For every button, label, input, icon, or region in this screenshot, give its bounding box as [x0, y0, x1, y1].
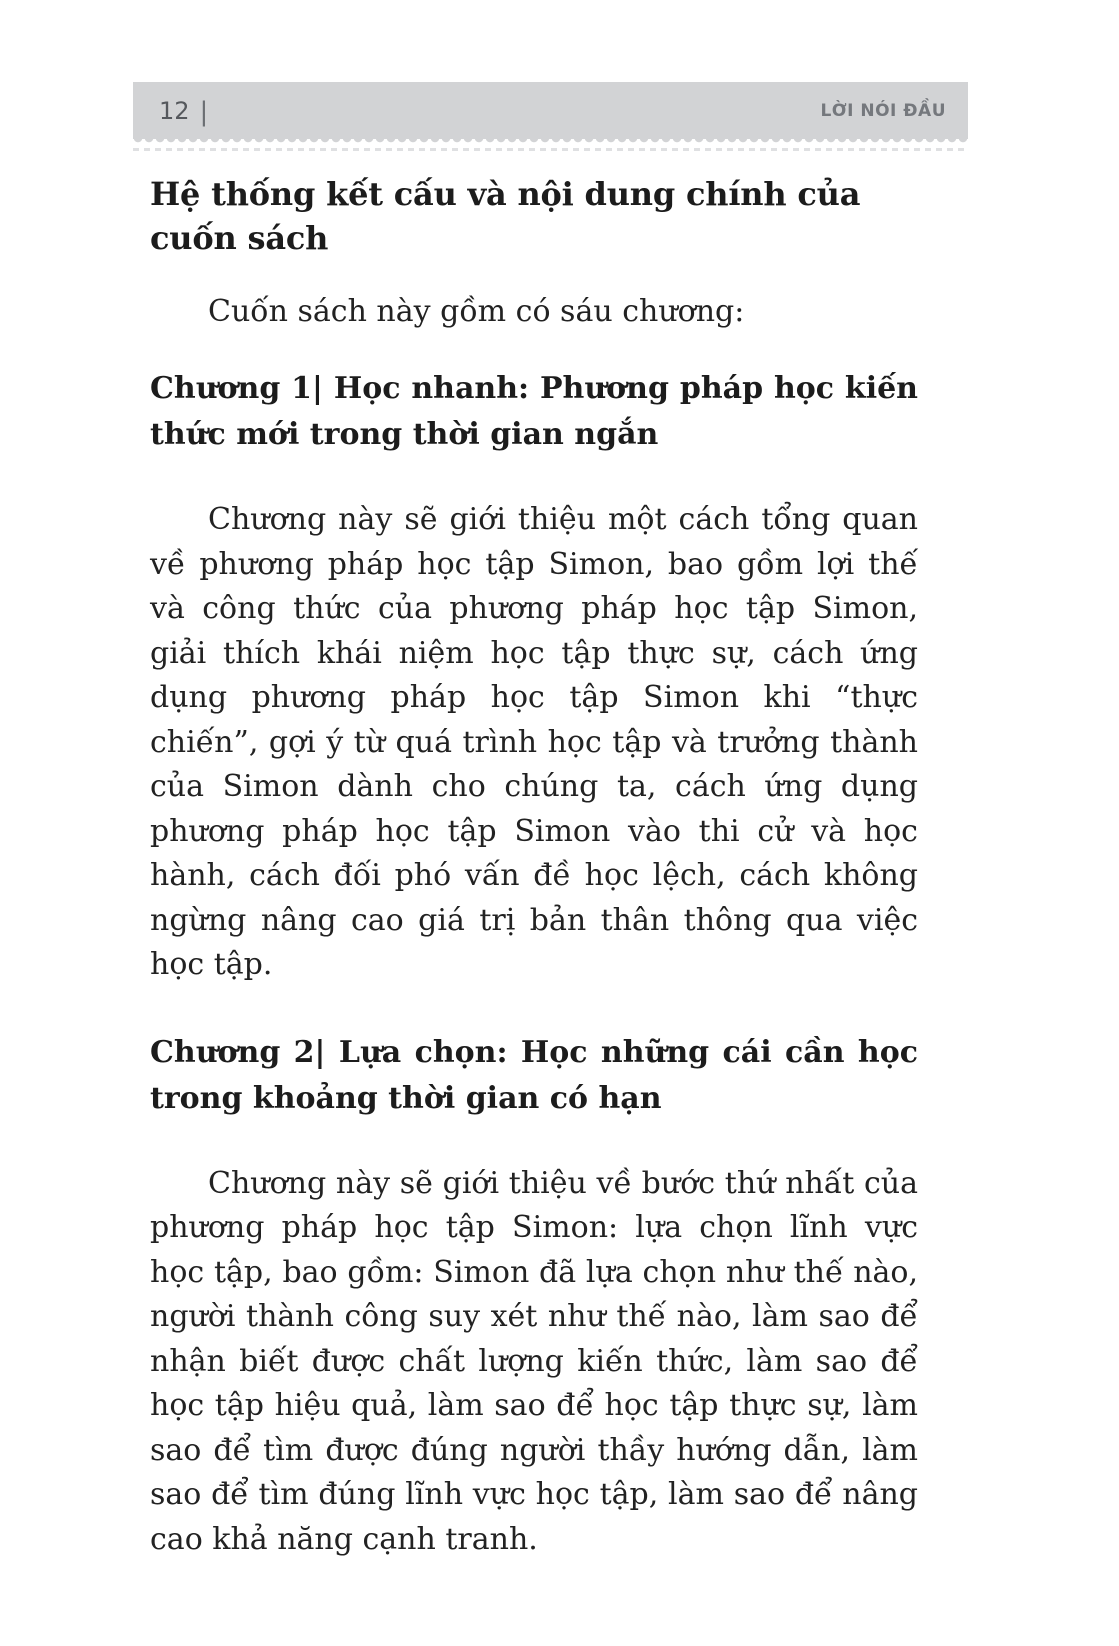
chapter-2-title: Chương 2| Lựa chọn: Học những cái cần học trong khoảng thời gian có hạn: [150, 1034, 918, 1116]
chapter-1-title: Chương 1| Học nhanh: Phương pháp học kiến thức mới trong thời gian ngắn: [150, 371, 918, 452]
chapter-2-summary: Chương này sẽ giới thiệu về bước thứ nhất của phương pháp học tập Simon: lựa chọn lĩnh vực học tập, bao gồm: Simon đã lựa chọn như thế nào, người thành công suy xét như thế nào, làm sao để nhận biết được chất lượng kiến thức, làm sao để học tập hiệu quả, làm sao để học tập thực sự, làm sao để tìm được đúng người thầy hướng dẫn, làm sao để tìm đúng lĩnh vực học tập, làm sao để nâng cao khả năng cạnh tranh.: [150, 1165, 918, 1557]
page-number-group: [159, 96, 208, 126]
page-content: [150, 172, 918, 1604]
running-section-title: LỜI NÓI ĐẦU: [820, 100, 946, 121]
section-heading: Hệ thống kết cấu và nội dung chính của cuốn sách: [150, 175, 861, 257]
header-dotted-divider: [133, 148, 968, 151]
intro-paragraph: Cuốn sách này gồm có sáu chương:: [208, 294, 745, 329]
chapter-1-summary: Chương này sẽ giới thiệu một cách tổng quan về phương pháp học tập Simon, bao gồm lợi thế và công thức của phương pháp học tập Simon, giải thích khái niệm học tập thực sự, cách ứng dụng phương pháp học tập Simon khi “thực chiến”, gợi ý từ quá trình học tập và trưởng thành của Simon dành cho chúng ta, cách ứng dụng phương pháp học tập Simon vào thi cử và học hành, cách đối phó vấn đề học lệch, cách không ngừng nâng cao giá trị bản thân thông qua việc học tập.: [150, 502, 918, 982]
page-number: 12: [159, 96, 190, 125]
page-number-separator: |: [199, 96, 209, 127]
running-header: [133, 82, 968, 139]
